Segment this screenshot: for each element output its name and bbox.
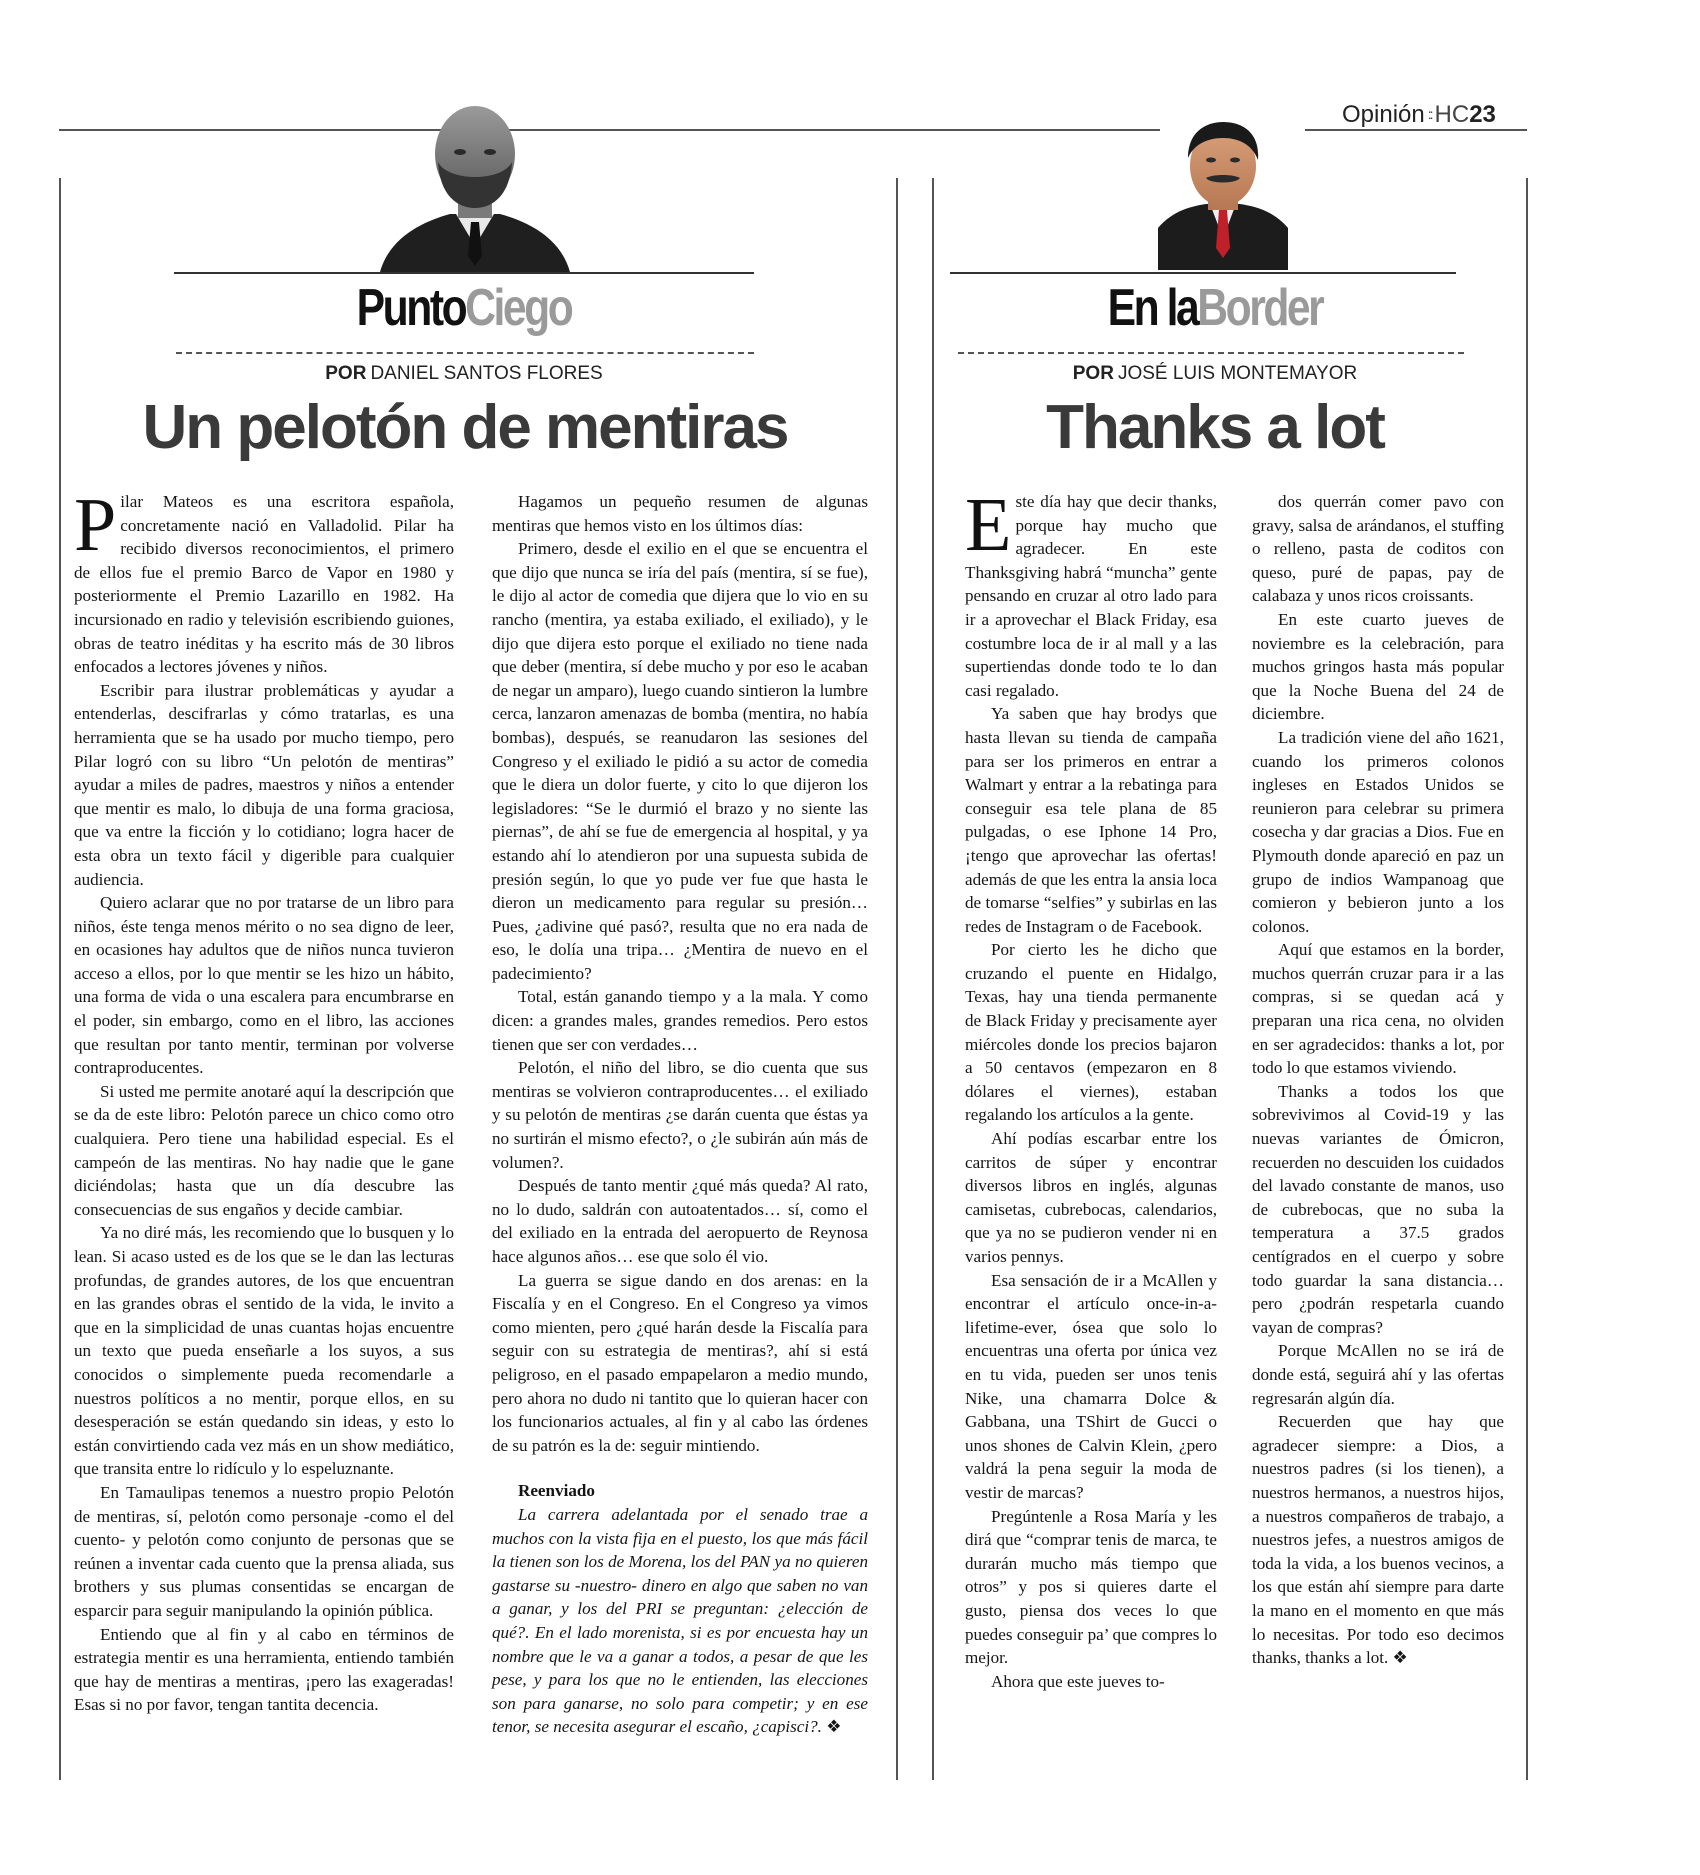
paragraph-text: Porque McAllen no se irá de donde está, seguirá ahí y las ofertas regresarán algún día. — [1252, 1341, 1504, 1408]
paragraph-text: Pregúntenle a Rosa María y les dirá que “comprar tenis de marca, te durarán mucho más tiempo que otros” y pos si quieres darte el gusto, piensa dos veces lo que puedes conseguir pa’ que compres lo mejor. — [965, 1506, 1217, 1668]
paragraph — [965, 938, 1217, 1127]
reenviado-text: La carrera adelantada por el senado trae a muchos con la vista fija en el puesto, los que más fácil la tienen son los de Morena, los del PAN ya no quieren gastarse su -nuestro- dinero en algo que saben no van a ganar, y los del PRI se preguntan: ¿elección de qué?. En el lado morenista, si es por encuesta hay un nombre que le va a ganar a todos, a pesar de que les pese, y para los que no le entienden, las elecciones son para ganarse, no solo para competir; y en ese tenor, se necesita asegurar el escaño, ¿capisci?. — [492, 1504, 868, 1737]
author-portrait-left — [370, 96, 580, 272]
paragraph-text: Escribir para ilustrar problemáticas y ayudar a entenderlas, descifrarlas y cómo tratarlas, es una herramienta que se ha usado por mucho tiempo, pero Pilar logró con su libro “Un pelotón de mentiras” ayudar a miles de padres, maestros y niños a entender que mentir es malo, lo dibuja de una forma graciosa, que va entre la ficción y lo cotidiano; logra hacer de esta obra un texto fácil y digerible para cualquier audiencia. — [74, 680, 454, 889]
byline-prefix: POR — [1072, 363, 1114, 384]
frame-line-left — [59, 178, 61, 1780]
paragraph-text: Entiendo que al fin y al cabo en términos de estrategia mentir es una herramienta, entiendo también que hay de mentiras a mentiras, ¡pero las exageradas! Esas si no por favor, tengan tantita decencia. — [74, 1624, 454, 1715]
paragraph-text: Por cierto les he dicho que cruzando el puente en Hidalgo, Texas, hay una tienda permanente de Black Friday y precisamente ayer miércoles donde los precios bajaron a 50 centavos (empezaron en 8 dólares el viernes), estaban regalando los artículos a la gente. — [965, 940, 1217, 1125]
section-title-punto-ciego — [300, 278, 628, 338]
paragraph-text: Primero, desde el exilio en el que se encuentra el que dijo que nunca se iría del país (mentira, sí se fue), le dijo al actor de comedia que dijera que lo vio en su rancho (mentira, ya estaba exiliado, el exiliado), y le dijo que dijera esto porque el exiliado no tiene nada que deber (mentira, sí debe mucho y por eso le acaban de negar un amparo), luego cuando sintieron la lumbre cerca, lanzaron amenazas de bomba (mentira, no había bombas), después, se reanudaron las sesiones del Congreso y el exiliado le pidió a su actor de comedia que le diera un dolor fuerte, y cito lo que dijeron los legisladores: “Se le durmió el brazo y no siente las piernas”, de ahí se fue de emergencia al hospital, y ya estando ahí lo atendieron por una supuesta subida de presión según, lo que yo pude ver fue que hasta le dieron un medicamento para regular su presión… Pues, ¿adivine qué pasó?, resulta que no era nada de eso, le dolía una tripa… ¿Mentira de nuevo en el padecimiento? — [492, 539, 868, 983]
paragraph — [492, 490, 868, 537]
paragraph — [965, 702, 1217, 938]
paragraph-text: ste día hay que decir thanks, porque hay mucho que agradecer. En este Thanksgiving habrá “muncha” gente pensando en cruzar al otro lado para ir a aprovechar el Black Friday, esa costumbre loca de ir al mall y a las supertiendas donde todo te lo dan casi regalado. — [965, 492, 1217, 700]
paragraph — [492, 1174, 868, 1268]
paragraph — [965, 1505, 1217, 1670]
paragraph — [74, 1623, 454, 1717]
paragraph — [1252, 1080, 1504, 1340]
paragraph — [1252, 726, 1504, 938]
paragraph — [965, 1670, 1217, 1694]
paragraph-text: Aquí que estamos en la border, muchos querrán cruzar para ir a las compras, si se quedan acá y preparan una rica cena, no olviden en ser agradecidos: thanks a lot, por todo lo que estamos viviendo. — [1252, 940, 1504, 1078]
paragraph-text: Esa sensación de ir a McAllen y encontrar el artículo once-in-a-lifetime-ever, ósea que solo lo encuentras una oferta por única vez en tu vida, pueden ser unos tenis Nike, una chamarra Dolce & Gabbana, una TShirt de Gucci o unos shones de Calvin Klein, ¿pero valdrá la pena seguir la moda de vestir de marcas? — [965, 1270, 1217, 1502]
paragraph — [1252, 1410, 1504, 1670]
paragraph-text: Después de tanto mentir ¿qué más queda? Al rato, no lo dudo, saldrán con autoatentados… sí, como el del exiliado en la entrada del aeropuerto de Reynosa hace algunos años… ese que solo él vio. — [492, 1176, 868, 1266]
paragraph-text: dos querrán comer pavo con gravy, salsa de arándanos, el stuffing o relleno, pasta de coditos con queso, puré de papas, pay de calabaza y unos ricos croissants. — [1252, 492, 1504, 606]
paragraph-text: Hagamos un pequeño resumen de algunas mentiras que hemos visto en los últimos días: — [492, 492, 868, 535]
paragraph — [492, 1269, 868, 1458]
paragraph — [1252, 938, 1504, 1080]
folio-section: Opinión — [1342, 101, 1425, 128]
paragraph — [74, 891, 454, 1080]
paragraph-text: Recuerden que hay que agradecer siempre: a Dios, a nuestros padres (si los tienen), a nuestros hermanos, a nuestros hijos, a nuestros compañeros de trabajo, a nuestros jefes, a nuestros amigos de toda la vida, a los buenos vecinos, a los que están ahí siempre para darte la mano en el momento en que más lo necesitas. Por todo eso decimos thanks, thanks a lot. — [1252, 1412, 1504, 1668]
folio-separator: :: — [1427, 106, 1432, 122]
reenviado-body — [492, 1503, 868, 1739]
paragraph — [74, 483, 454, 679]
section-word-1: En la — [1107, 279, 1198, 337]
frame-line-center-right — [932, 178, 934, 1780]
paragraph — [1252, 490, 1504, 608]
page-folio — [1342, 101, 1496, 129]
paragraph-text: Ya no diré más, les recomiendo que lo busquen y lo lean. Si acaso usted es de los que se le dan las lecturas profundas, de grandes autores, de los que encuentran en las grandes obras el sentido de la vida, le invito a que en la simplicidad de unas cuantas hojas encuentre un texto que pueda enseñarle a los suyos, a sus conocidos o simplemente pueda recomendarle a nuestros políticos a no mentir, porque ellos, en su desesperación se están quedando sin ideas, y esto lo están convirtiendo cada vez más en un show mediático, que transita entre lo ridículo y lo espeluznante. — [74, 1223, 454, 1479]
section-word-2: Ciego — [465, 279, 572, 337]
headline-right: Thanks a lot — [1046, 393, 1384, 462]
headline-left: Un pelotón de mentiras — [142, 393, 788, 462]
paragraph-text: La guerra se sigue dando en dos arenas: en la Fiscalía y en el Congreso. En el Congreso ya vimos como mienten, pero ¿qué harán desde la Fiscalía para seguir con su estrategia de mentiras?, ahí si está peligroso, en el pasado empapelaron a medio mundo, pero ahora no dudo ni tantito que lo quieran hacer con los funcionarios actuales, al fin y al cabo las órdenes de su patrón es la de: seguir mintiendo. — [492, 1270, 868, 1455]
paragraph-text: Si usted me permite anotaré aquí la descripción que se da de este libro: Pelotón parece un chico como otro cualquiera. Pero tiene una habilidad especial. Es el campeón de las mentiras. No hay nadie que le gane diciéndolas; hasta que un día descubre las consecuencias de sus engaños y decide cambiar. — [74, 1081, 454, 1219]
paragraph — [1252, 1339, 1504, 1410]
paragraph-text: ilar Mateos es una escritora española, concretamente nació en Valladolid. Pilar ha recibido diversos reconocimientos, el primero de ellos fue el premio Barco de Vapor en 1980 y posteriormente el Premio Lazarillo en 1982. Ha incursionado en radio y televisión escribiendo guiones, obras de teatro inéditas y ha escrito más de 30 libros enfocados a lectores jóvenes y niños. — [74, 492, 454, 677]
paragraph-text: En Tamaulipas tenemos a nuestro propio Pelotón de mentiras, sí, pelotón como personaje -como el del cuento- y pelotón como conjunto de personas que se reúnen a inventar cada cuento que la prensa aliada, sus brothers y sus plumas consentidas se encargan de esparcir para seguir manipulando la opinión pública. — [74, 1482, 454, 1620]
section-rule-right — [950, 272, 1456, 274]
article-body-col-4 — [1252, 490, 1504, 1670]
paragraph — [492, 1056, 868, 1174]
dashed-rule-right — [958, 352, 1464, 354]
section-title-en-la-border — [1051, 278, 1379, 338]
paragraph-text: Total, están ganando tiempo y a la mala. Y como dicen: a grandes males, grandes remedios. Pero estos tienen que ser con verdades… — [492, 987, 868, 1054]
article-body-col-1 — [74, 483, 454, 1717]
byline-right — [965, 363, 1465, 385]
frame-line-right — [1526, 178, 1528, 1780]
top-rule — [59, 129, 1160, 131]
author-name: JOSÉ LUIS MONTEMAYOR — [1117, 363, 1358, 384]
paragraph — [74, 1481, 454, 1623]
paragraph-text: Ahora que este jueves to- — [991, 1671, 1165, 1691]
paragraph — [492, 537, 868, 985]
paragraph — [74, 679, 454, 891]
end-mark-icon: ❖ — [1392, 1648, 1408, 1668]
paragraph — [74, 1221, 454, 1481]
drop-cap: E — [965, 483, 1012, 567]
byline-prefix: POR — [325, 363, 367, 384]
section-rule-left — [174, 272, 754, 274]
reenviado-title: Reenviado — [518, 1481, 595, 1501]
paragraph-text: Ya saben que hay brodys que hasta llevan su tienda de campaña para ser los primeros en entrar a Walmart y entrar a la rebatinga para conseguir esa tele plana de 85 pulgadas, o ese Iphone 14 Pro, ¡tengo que aprovechar las ofertas! además de que les entra la ansia loca de tomarse “selfies” y subirlas en las redes de Instagram o de Facebook. — [965, 704, 1217, 936]
paragraph-text: Quiero aclarar que no por tratarse de un libro para niños, éste tenga menos mérito o no sea digno de leer, en ocasiones hay adultos que de niños nunca tuvieron acceso a ellos, por lo que mentir se les hizo un hábito, una forma de vida o una escalera para encumbrarse en el poder, sin embargo, como en el libro, las acciones que resultan por tanto mentir, terminan por volverse contraproducentes. — [74, 893, 454, 1078]
folio-paper: HC — [1434, 101, 1470, 128]
paragraph-text: Ahí podías escarbar entre los carritos de súper y encontrar diversos libros en inglés, algunas camisetas, cubrebocas, calendarios, que ya no se pudieron vender ni en varios pennys. — [965, 1129, 1217, 1266]
paragraph-text: La tradición viene del año 1621, cuando los primeros colonos ingleses en Estados Unidos se reunieron para celebrar su primera cosecha y dar gracias a Dios. Fue en Plymouth donde apareció en paz un grupo de indios Wampanoag que comieron y bebieron junto a los colonos. — [1252, 727, 1504, 936]
section-word-2: Border — [1197, 279, 1323, 337]
article-body-col-2 — [492, 490, 868, 1739]
paragraph — [492, 985, 868, 1056]
folio-page-number: 23 — [1469, 101, 1496, 128]
article-body-col-3 — [965, 483, 1217, 1693]
drop-cap: P — [74, 483, 117, 567]
paragraph-text: Thanks a todos los que sobrevivimos al Covid-19 y las nuevas variantes de Ómicron, recuerden no descuiden los cuidados del lavado constante de manos, uso de cubrebocas, que no suba la temperatura a 37.5 grados centígrados en el cuerpo y sobre todo guardar la sana distancia… pero ¿podrán respetarla cuando vayan de compras? — [1252, 1081, 1504, 1337]
paragraph — [965, 483, 1217, 702]
paragraph-text: En este cuarto jueves de noviembre es la celebración, para muchos gringos hasta más popular que la Noche Buena del 24 de diciembre. — [1252, 609, 1504, 724]
dashed-rule-left — [176, 352, 754, 354]
byline-left — [214, 363, 714, 385]
author-name: DANIEL SANTOS FLORES — [370, 363, 603, 384]
paragraph — [965, 1127, 1217, 1269]
paragraph — [1252, 608, 1504, 726]
paragraph — [74, 1080, 454, 1222]
end-mark-icon: ❖ — [826, 1717, 842, 1737]
folio-rule — [1305, 129, 1527, 131]
section-word-1: Punto — [356, 279, 466, 337]
author-portrait-right — [1158, 118, 1288, 270]
paragraph-text: Pelotón, el niño del libro, se dio cuenta que sus mentiras se volvieron contraproducentes… el exiliado y su pelotón de mentiras ¿se darán cuenta que éstas ya no surtirán el mismo efecto?, o ¿le subirán aún más de volumen?. — [492, 1058, 868, 1172]
paragraph — [965, 1269, 1217, 1505]
frame-line-center-left — [896, 178, 898, 1780]
